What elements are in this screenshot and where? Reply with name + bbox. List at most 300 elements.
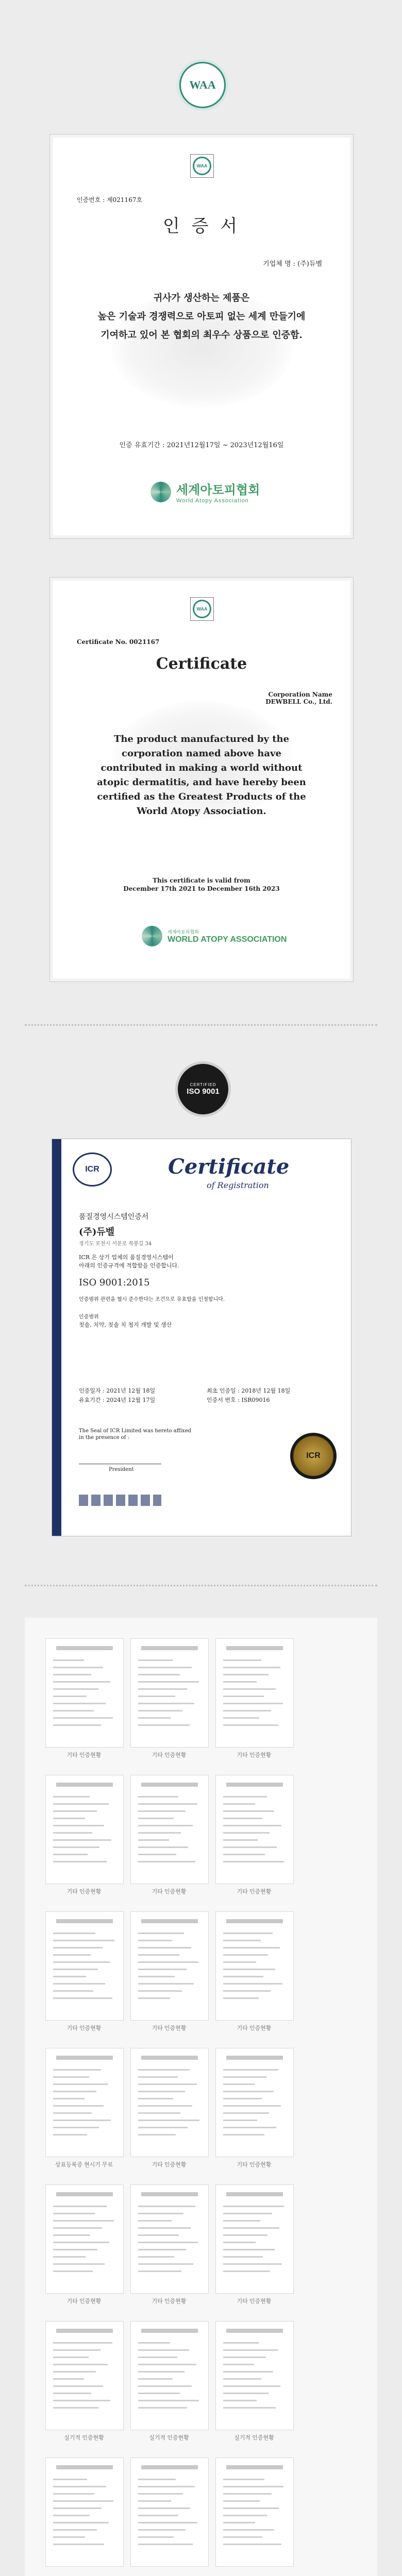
thumbnail-text-line (138, 2120, 199, 2121)
thumbnail-text-line (138, 1940, 172, 1941)
thumbnail-text-line (53, 2091, 96, 2092)
thumbnail-text-line (138, 1688, 187, 1690)
certificate-thumbnail[interactable] (45, 2321, 124, 2430)
corporation-value: DEWBELL Co., Ltd. (265, 698, 332, 705)
thumbnail-text-line (53, 2400, 110, 2401)
certificate-gallery (25, 1618, 377, 2576)
dotted-divider (25, 1024, 377, 1026)
thumbnail-caption: 기타 인증현황 (66, 1889, 102, 1895)
association-emblem-icon (150, 482, 171, 502)
thumbnail-text-line (53, 1854, 88, 1855)
thumbnail-text-line (53, 2536, 85, 2538)
waa-seal-text: WAA (189, 78, 216, 91)
thumbnail-text-line (138, 2091, 185, 2092)
thumbnail-caption: 기타 인증현황 (237, 2025, 272, 2031)
thumbnail-caption: 기타 인증현황 (152, 2025, 187, 2031)
certificate-thumbnail[interactable] (130, 2184, 209, 2294)
thumbnail-text-line (223, 2522, 255, 2523)
thumbnail-text-line (53, 2263, 105, 2265)
thumbnail-text-line (138, 1796, 178, 1798)
thumbnail-text-line (53, 2076, 89, 2078)
waa-logo (190, 597, 214, 621)
body-line: World Atopy Association. (137, 806, 266, 817)
thumbnail-text-line (53, 2134, 87, 2136)
thumbnail-text-line (53, 1990, 93, 1992)
thumbnail-text-line (223, 2544, 281, 2545)
thumbnail-text-line (223, 2120, 257, 2121)
thumbnail-text-line (223, 2536, 262, 2538)
thumbnail-text-line (223, 2493, 272, 2495)
thumbnail-text-line (53, 1969, 98, 1970)
certificate-thumbnail[interactable] (215, 1911, 294, 2021)
thumbnail-caption: 기타 인증현황 (152, 1752, 187, 1758)
thumbnail-text-line (53, 2371, 96, 2372)
thumbnail-text-line (53, 2522, 109, 2523)
thumbnail-text-line (138, 2105, 192, 2107)
thumbnail-text-line (53, 2342, 112, 2344)
thumbnail-text-line (53, 1703, 106, 1704)
thumbnail-text-line (138, 2249, 186, 2250)
thumbnail-text-line (223, 1961, 256, 1963)
association-logo (142, 926, 287, 946)
thumbnail-text-line (53, 1940, 114, 1941)
thumbnail-text-line (223, 2400, 257, 2401)
certificate-thumbnail[interactable] (130, 2048, 209, 2157)
iso-scope-label: 인증범위 (79, 1314, 99, 1320)
thumbnail-text-line (223, 1997, 259, 1999)
body-line: 기여하고 있어 본 협회의 최우수 상품으로 인증함. (100, 330, 303, 341)
thumbnail-text-line (53, 2105, 104, 2107)
thumbnail-text-line (138, 1997, 170, 1999)
thumbnail-caption: 기타 인증현황 (237, 2298, 272, 2304)
body-line: corporation named above have (122, 748, 281, 759)
thumbnail-text-line (138, 2112, 180, 2114)
thumbnail-text-line (223, 2249, 275, 2250)
thumbnail-text-line (53, 2234, 90, 2236)
korean-certificate (49, 134, 354, 539)
thumbnail-text-line (138, 1803, 197, 1805)
association-name-small: 세계아토피협회 (167, 929, 199, 935)
thumbnail-text-line (53, 1803, 109, 1805)
thumbnail-header (141, 2329, 198, 2333)
dotted-divider (25, 1585, 377, 1586)
thumbnail-header (226, 2192, 283, 2196)
thumbnail-caption: 기타 인증현황 (152, 2298, 187, 2304)
thumbnail-header (56, 2056, 113, 2060)
certificate-thumbnail[interactable] (130, 1911, 209, 2021)
thumbnail-text-line (223, 1825, 281, 1826)
date-label: 최초 인증일 : (207, 1387, 240, 1394)
thumbnail-text-line (53, 1688, 98, 1690)
thumbnail-text-line (53, 2500, 113, 2502)
thumbnail-text-line (53, 2393, 91, 2394)
certificate-thumbnail[interactable] (215, 2321, 294, 2430)
thumbnail-text-line (53, 1954, 91, 1956)
thumbnail-text-line (53, 1659, 84, 1661)
certificate-thumbnail[interactable] (130, 1638, 209, 1748)
thumbnail-header (141, 1919, 198, 1923)
iso-scope-value: 칫솔, 치약, 칫솔 치 청지 개발 및 생산 (79, 1321, 172, 1328)
thumbnail-text-line (138, 1832, 181, 1834)
thumbnail-header (226, 1783, 283, 1787)
thumbnail-text-line (138, 1947, 191, 1948)
thumbnail-text-line (53, 2112, 92, 2114)
thumbnail-caption: 실기적 인증현황 (149, 2435, 189, 2441)
thumbnail-text-line (53, 1947, 103, 1948)
thumbnail-text-line (138, 1696, 175, 1697)
thumbnail-text-line (223, 2479, 264, 2480)
thumbnail-text-line (138, 2493, 183, 2495)
thumbnail-text-line (53, 1667, 103, 1668)
iso-paragraph (79, 1253, 179, 1270)
thumbnail-text-line (138, 2522, 197, 2523)
thumbnail-text-line (53, 2098, 85, 2099)
iso-note: 인증범위 관련을 협시 준수한다는 조건으로 유효함을 인정합니다. (79, 1297, 225, 1302)
thumbnail-text-line (138, 2134, 176, 2136)
valid-line: This certificate is valid from (153, 877, 250, 884)
thumbnail-text-line (138, 2083, 197, 2085)
certificate-thumbnail[interactable] (45, 1911, 124, 2021)
thumbnail-text-line (138, 2270, 181, 2272)
certificate-number (77, 195, 142, 204)
thumbnail-text-line (223, 2371, 273, 2372)
thumbnail-text-line (138, 1861, 195, 1862)
thumbnail-text-line (138, 2076, 178, 2078)
thumbnail-caption: 기타 인증현황 (152, 1889, 187, 1895)
icr-crest-icon: ICR (73, 1153, 112, 1187)
thumbnail-text-line (223, 2364, 254, 2365)
thumbnail-text-line (223, 1696, 264, 1697)
certificate-thumbnail[interactable] (45, 2048, 124, 2157)
thumbnail-text-line (223, 1796, 267, 1798)
thumbnail-text-line (223, 2263, 282, 2265)
thumbnail-header (56, 2329, 113, 2333)
thumbnail-text-line (53, 2507, 102, 2509)
waa-logo-mark: WAA (193, 157, 211, 175)
thumbnail-text-line (223, 1990, 271, 1992)
date-label: 유효기간 : (79, 1397, 105, 1403)
thumbnail-text-line (53, 1696, 87, 1697)
thumbnail-header (56, 2465, 113, 2469)
thumbnail-caption: 실기적 인증현황 (234, 2435, 274, 2441)
thumbnail-text-line (53, 2407, 98, 2409)
thumbnail-text-line (138, 2234, 179, 2236)
english-certificate (49, 577, 354, 982)
thumbnail-text-line (223, 2500, 260, 2502)
thumbnail-text-line (223, 1940, 261, 1941)
corporation-label: Corporation Name (268, 691, 332, 698)
thumbnail-text-line (138, 2342, 170, 2344)
thumbnail-text-line (223, 2083, 255, 2085)
thumbnail-caption: 기타 인증현황 (152, 2162, 187, 2168)
thumbnail-text-line (53, 2256, 86, 2258)
thumbnail-header (226, 2329, 283, 2333)
thumbnail-text-line (223, 2378, 261, 2380)
iso-badge-top: CERTIFIED (190, 1082, 216, 1087)
date-value: 2018년 12월 18일 (241, 1387, 291, 1394)
iso-ko-title: 품질경영시스템인증서 (79, 1213, 149, 1221)
thumbnail-text-line (53, 1933, 95, 1934)
thumbnail-text-line (53, 2544, 104, 2545)
iso-cert-subtitle: of Registration (207, 1180, 269, 1190)
thumbnail-text-line (138, 1854, 176, 1855)
thumbnail-text-line (53, 2515, 90, 2516)
thumbnail-text-line (138, 1710, 182, 1711)
body-line: certified as the Greatest Products of the (97, 791, 306, 802)
thumbnail-header (56, 1783, 113, 1787)
thumbnail-text-line (223, 1717, 259, 1719)
thumbnail-text-line (138, 1717, 171, 1719)
iso-address: 경기도 포천시 서문로 목봉길 34 (79, 1241, 152, 1247)
thumbnail-text-line (53, 2069, 101, 2071)
thumbnail-text-line (223, 1818, 262, 1819)
certificate-thumbnail[interactable] (215, 2184, 294, 2294)
thumbnail-text-line (223, 2515, 267, 2516)
thumbnail-text-line (53, 1710, 94, 1711)
iso-seal-text: The Seal of ICR Limited was hereto affixed in the presence of : (79, 1428, 191, 1440)
certificate-thumbnail[interactable] (215, 2458, 294, 2567)
thumbnail-text-line (138, 1703, 194, 1704)
thumbnail-header (226, 1646, 283, 1650)
thumbnail-text-line (138, 2213, 183, 2214)
body-line: contributed in making a world without (100, 762, 303, 773)
thumbnail-text-line (223, 2486, 283, 2487)
thumbnail-text-line (138, 2378, 173, 2380)
company-value: (주)듀벨 (297, 260, 322, 268)
thumbnail-text-line (138, 2385, 192, 2387)
thumbnail-text-line (138, 2507, 190, 2509)
thumbnail-text-line (138, 2127, 188, 2128)
thumbnail-text-line (223, 1947, 280, 1948)
date-value: 2021년 12월 18일 (106, 1387, 156, 1394)
iso-dates-left (79, 1386, 155, 1405)
valid-line: December 17th 2021 to December 16th 2023 (123, 885, 280, 892)
thumbnail-text-line (223, 1983, 282, 1985)
iso-badge-main: ISO 9001 (187, 1087, 220, 1096)
thumbnail-text-line (138, 1990, 182, 1992)
thumbnail-text-line (53, 1818, 85, 1819)
certificate-thumbnail[interactable] (130, 1775, 209, 1884)
certificate-thumbnail[interactable] (215, 2048, 294, 2157)
thumbnail-text-line (223, 2256, 263, 2258)
thumbnail-text-line (53, 1825, 104, 1826)
thumbnail-text-line (138, 1810, 186, 1812)
thumbnail-text-line (223, 2507, 279, 2509)
iso-9001-badge (175, 1061, 231, 1117)
thumbnail-header (141, 1646, 198, 1650)
thumbnail-text-line (53, 2479, 87, 2480)
thumbnail-text-line (53, 2227, 102, 2229)
certificate-title: Certificate (156, 655, 247, 673)
certificate-thumbnail[interactable] (45, 2184, 124, 2294)
thumbnail-text-line (223, 1810, 274, 1812)
certificate-thumbnail[interactable] (215, 1775, 294, 1884)
thumbnail-text-line (223, 2091, 274, 2092)
thumbnail-text-line (223, 1954, 268, 1956)
thumbnail-text-line (223, 1703, 283, 1704)
association-name: WORLD ATOPY ASSOCIATION (167, 935, 287, 944)
thumbnail-text-line (138, 2349, 189, 2351)
certificate-body (50, 732, 353, 819)
thumbnail-text-line (138, 2515, 178, 2516)
thumbnail-text-line (53, 2127, 99, 2128)
thumbnail-caption: 기타 인증현황 (237, 2162, 272, 2168)
navy-side-band (52, 1139, 61, 1536)
body-line: The product manufactured by the (113, 734, 290, 744)
thumbnail-text-line (223, 2393, 269, 2394)
thumbnail-text-line (223, 1976, 263, 1977)
thumbnail-caption: 상표등록증 현시기 무료 (55, 2162, 113, 2168)
certificate-thumbnail[interactable] (215, 1638, 294, 1748)
thumbnail-text-line (53, 1839, 111, 1841)
thumbnail-text-line (53, 1796, 90, 1798)
thumbnail-text-line (138, 1818, 174, 1819)
thumbnail-text-line (223, 2242, 256, 2243)
thumbnail-text-line (53, 2493, 94, 2495)
thumbnail-text-line (223, 2357, 266, 2358)
iso-para-line: 아래의 인증규격에 적합함을 인증합니다. (79, 1262, 179, 1269)
thumbnail-text-line (223, 2206, 284, 2207)
certificate-thumbnail[interactable] (130, 2458, 209, 2567)
thumbnail-header (226, 2056, 283, 2060)
thumbnail-text-line (223, 2098, 262, 2099)
association-name-ko: 세계아토피협회 (176, 483, 260, 497)
thumbnail-text-line (223, 1667, 280, 1668)
thumbnail-text-line (138, 1839, 169, 1841)
certificate-thumbnail[interactable] (45, 1638, 124, 1748)
thumbnail-text-line (138, 1983, 194, 1985)
thumbnail-text-line (138, 1961, 198, 1963)
thumbnail-text-line (138, 1969, 187, 1970)
president-label: President (109, 1467, 134, 1472)
thumbnail-text-line (53, 1717, 113, 1719)
thumbnail-text-line (223, 2407, 276, 2409)
thumbnail-text-line (53, 2213, 95, 2214)
thumbnail-header (141, 2192, 198, 2196)
thumbnail-text-line (223, 2227, 279, 2229)
thumbnail-text-line (223, 1710, 271, 1711)
thumbnail-text-line (223, 2127, 276, 2128)
thumbnail-text-line (138, 2357, 177, 2358)
company-name (263, 258, 322, 268)
thumbnail-header (226, 2465, 283, 2469)
thumbnail-text-line (53, 2349, 100, 2351)
thumbnail-text-line (223, 2134, 264, 2136)
date-label: 인증일자 : (79, 1387, 105, 1394)
thumbnail-text-line (53, 2220, 114, 2222)
thumbnail-text-line (53, 2249, 97, 2250)
thumbnail-text-line (53, 1681, 110, 1683)
thumbnail-text-line (53, 1961, 110, 1963)
thumbnail-caption: 기타 인증현황 (237, 1752, 272, 1758)
certificate-thumbnail[interactable] (130, 2321, 209, 2430)
thumbnail-text-line (223, 2076, 266, 2078)
thumbnail-text-line (138, 2263, 193, 2265)
thumbnail-header (226, 1919, 283, 1923)
thumbnail-text-line (53, 1832, 92, 1834)
accreditation-logos (79, 1495, 161, 1506)
thumbnail-text-line (138, 1976, 175, 1977)
thumbnail-text-line (223, 2220, 260, 2222)
thumbnail-text-line (138, 1724, 190, 1726)
thumbnail-header (56, 1646, 113, 1650)
thumbnail-header (141, 2465, 198, 2469)
thumbnail-text-line (223, 1832, 270, 1834)
thumbnail-text-line (53, 2378, 84, 2380)
thumbnail-text-line (138, 2206, 195, 2207)
certificate-title: 인 증 서 (162, 216, 241, 236)
iso-registration-certificate (52, 1139, 351, 1536)
thumbnail-header (56, 2192, 113, 2196)
thumbnail-text-line (223, 1681, 257, 1683)
thumbnail-text-line (138, 1825, 193, 1826)
thumbnail-text-line (223, 2349, 278, 2351)
thumbnail-caption: 기타 인증현황 (66, 2298, 102, 2304)
thumbnail-caption: 실기적 인증현황 (64, 2435, 104, 2441)
iso-standard: ISO 9001:2015 (79, 1277, 150, 1288)
date-label: 인증서 번호 : (207, 1397, 240, 1403)
body-line: 귀사가 생산하는 제품은 (153, 293, 250, 303)
thumbnail-text-line (53, 1997, 112, 1999)
thumbnail-text-line (223, 2342, 259, 2344)
thumbnail-text-line (138, 1933, 184, 1934)
thumbnail-text-line (223, 1839, 258, 1841)
thumbnail-text-line (53, 2385, 103, 2387)
thumbnail-text-line (223, 1969, 275, 1970)
thumbnail-text-line (138, 1667, 192, 1668)
date-value: ISR09016 (241, 1397, 270, 1403)
thumbnail-text-line (138, 2069, 190, 2071)
thumbnail-text-line (223, 2112, 269, 2114)
body-line: atopic dermatitis, and have hereby been (97, 777, 306, 788)
waa-logo (190, 154, 214, 178)
thumbnail-text-line (53, 1674, 91, 1675)
thumbnail-text-line (53, 2120, 111, 2121)
thumbnail-text-line (53, 2529, 97, 2531)
association-logo (150, 480, 260, 504)
certificate-thumbnail[interactable] (45, 1775, 124, 1884)
thumbnail-text-line (53, 2083, 108, 2085)
thumbnail-text-line (223, 2213, 272, 2214)
thumbnail-text-line (138, 2393, 180, 2394)
iso-dates-right (207, 1386, 290, 1405)
certificate-body (50, 289, 353, 345)
association-name-en: World Atopy Association (176, 498, 249, 504)
thumbnail-text-line (53, 2357, 89, 2358)
thumbnail-text-line (223, 1803, 255, 1805)
thumbnail-text-line (53, 1983, 105, 1985)
thumbnail-text-line (138, 2486, 195, 2487)
thumbnail-text-line (53, 2206, 107, 2207)
thumbnail-text-line (53, 2486, 106, 2487)
date-value: 2024년 12월 17일 (106, 1397, 156, 1403)
certificate-thumbnail[interactable] (45, 2458, 124, 2567)
thumbnail-text-line (138, 1954, 179, 1956)
thumbnail-text-line (223, 1688, 276, 1690)
thumbnail-text-line (223, 2069, 278, 2071)
period-label: 인증 유효기간 : (119, 442, 165, 449)
association-emblem-icon (142, 926, 162, 946)
thumbnail-text-line (138, 2400, 199, 2401)
thumbnail-text-line (53, 2364, 108, 2365)
thumbnail-text-line (138, 1674, 180, 1675)
thumbnail-text-line (223, 1933, 273, 1934)
thumbnail-text-line (223, 1854, 265, 1855)
thumbnail-text-line (53, 2242, 109, 2243)
thumbnail-header (141, 1783, 198, 1787)
thumbnail-text-line (53, 2270, 93, 2272)
thumbnail-text-line (223, 1846, 277, 1848)
